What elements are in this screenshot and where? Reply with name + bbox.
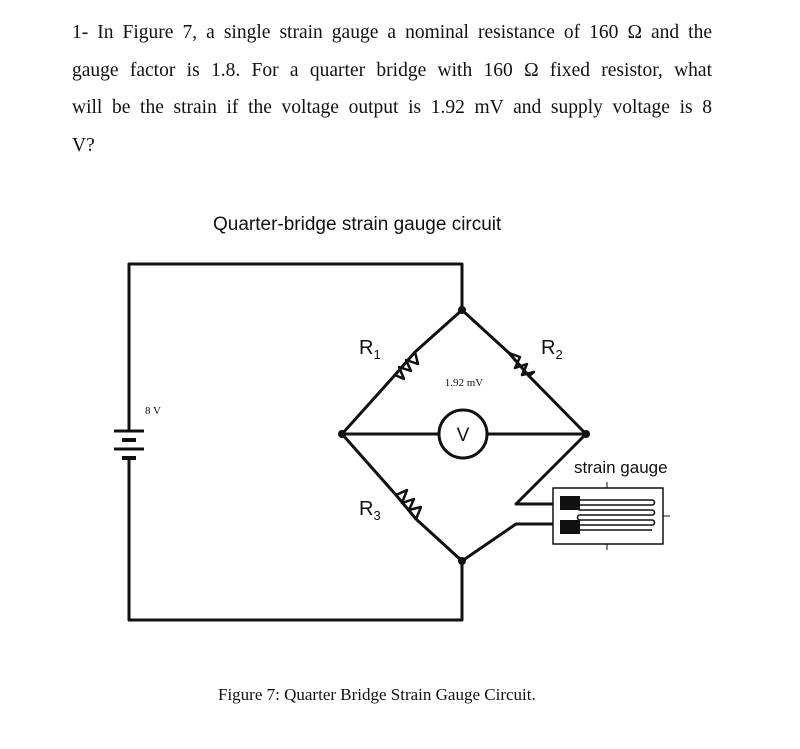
node-bottom — [458, 557, 466, 565]
question-line-1: 1- In Figure 7, a single strain gauge a nominal resistance of 160 Ω and the — [72, 22, 712, 43]
voltmeter-reading: 1.92 mV — [444, 377, 484, 389]
diagram-title: Quarter-bridge strain gauge circuit — [213, 214, 502, 235]
r2-subscript: 2 — [555, 347, 563, 362]
wire-top — [129, 264, 462, 420]
resistor-r3 — [396, 490, 421, 519]
question-line-2: gauge factor is 1.8. For a quarter bridge with 160 Ω fixed resistor, what — [72, 59, 712, 81]
r1-label: $R_1$ — [359, 337, 381, 362]
r3-subscript: 3 — [373, 508, 381, 523]
battery-icon — [114, 420, 144, 464]
voltmeter-symbol: V — [456, 425, 470, 446]
question-line-4: V? — [72, 134, 95, 156]
node-top — [458, 306, 466, 314]
strain-gauge-icon — [553, 482, 670, 550]
wire-bottom — [129, 464, 462, 620]
node-left — [338, 430, 346, 438]
figure-caption: Figure 7: Quarter Bridge Strain Gauge Circuit. — [218, 685, 536, 704]
supply-label: 8 V — [145, 405, 161, 417]
resistor-r1 — [395, 352, 418, 379]
r3-label: $R_3$ — [359, 498, 381, 523]
wire-right-lower — [462, 524, 560, 561]
node-right — [582, 430, 590, 438]
r1-subscript: 1 — [373, 347, 381, 362]
r2-label: $R_2$ — [541, 337, 563, 362]
question-line-3: will be the strain if the voltage output is 1.92 mV and supply voltage is 8 — [72, 97, 712, 118]
strain-gauge-label: strain gauge — [574, 458, 668, 477]
